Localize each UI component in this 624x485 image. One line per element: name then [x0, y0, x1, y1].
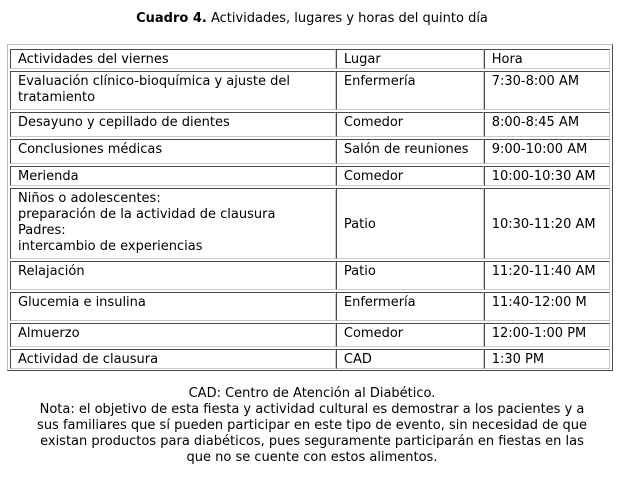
table-row [10, 71, 610, 110]
table-row [10, 292, 610, 321]
time-cell: 8:00-8:45 AM [484, 112, 610, 137]
activity-line: Niños o adolescentes: [18, 191, 161, 206]
activity-cell: Almuerzo [10, 323, 336, 347]
place-cell: Salón de reuniones [336, 139, 484, 164]
table-row [10, 323, 610, 347]
abbreviation-note: CAD: Centro de Atención al Diabético. [188, 386, 436, 401]
place-cell: Patio [336, 261, 484, 290]
activity-line: Padres: [18, 223, 66, 238]
activity-cell: Merienda [10, 166, 336, 186]
place-cell: CAD [336, 349, 484, 369]
activity-cell: Relajación [10, 261, 336, 290]
place-cell: Enfermería [336, 71, 484, 110]
activity-line: preparación de la actividad de clausura [18, 207, 276, 222]
caption-text: Actividades, lugares y horas del quinto día [210, 11, 488, 26]
place-cell: Enfermería [336, 292, 484, 321]
table-row [10, 112, 610, 137]
activity-cell: Conclusiones médicas [10, 139, 336, 164]
table-row [10, 349, 610, 369]
table-header-row [10, 49, 610, 69]
activity-line: intercambio de experiencias [18, 239, 203, 254]
caption-number: Cuadro 4. [136, 11, 207, 26]
time-cell: 12:00-1:00 PM [484, 323, 610, 347]
table-row [10, 139, 610, 164]
place-cell: Patio [336, 188, 484, 259]
table-notes [0, 386, 624, 466]
table-row [10, 166, 610, 186]
activity-cell [10, 188, 336, 259]
note-line: sus familiares que sí pueden participar en este tipo de evento, sin necesidad de que [37, 418, 587, 433]
time-cell: 1:30 PM [484, 349, 610, 369]
activity-cell: Actividad de clausura [10, 349, 336, 369]
table-row [10, 261, 610, 290]
time-cell: 10:30-11:20 AM [484, 188, 610, 259]
header-time: Hora [484, 49, 610, 69]
time-cell: 7:30-8:00 AM [484, 71, 610, 110]
activity-cell: Glucemia e insulina [10, 292, 336, 321]
activities-table [7, 44, 613, 371]
header-place: Lugar [336, 49, 484, 69]
table-row [10, 188, 610, 259]
place-cell: Comedor [336, 323, 484, 347]
time-cell: 11:20-11:40 AM [484, 261, 610, 290]
table-caption [0, 11, 624, 27]
note-line: existan productos para diabéticos, pues seguramente participarán en fiestas en las [40, 434, 584, 449]
time-cell: 9:00-10:00 AM [484, 139, 610, 164]
time-cell: 10:00-10:30 AM [484, 166, 610, 186]
place-cell: Comedor [336, 112, 484, 137]
note-line: Nota: el objetivo de esta fiesta y actividad cultural es demostrar a los pacientes y a [39, 402, 585, 417]
place-cell: Comedor [336, 166, 484, 186]
activity-cell: Desayuno y cepillado de dientes [10, 112, 336, 137]
time-cell: 11:40-12:00 M [484, 292, 610, 321]
header-activities: Actividades del viernes [10, 49, 336, 69]
note-line: que no se cuente con estos alimentos. [186, 450, 438, 465]
activity-cell: Evaluación clínico-bioquímica y ajuste del tratamiento [10, 71, 336, 110]
